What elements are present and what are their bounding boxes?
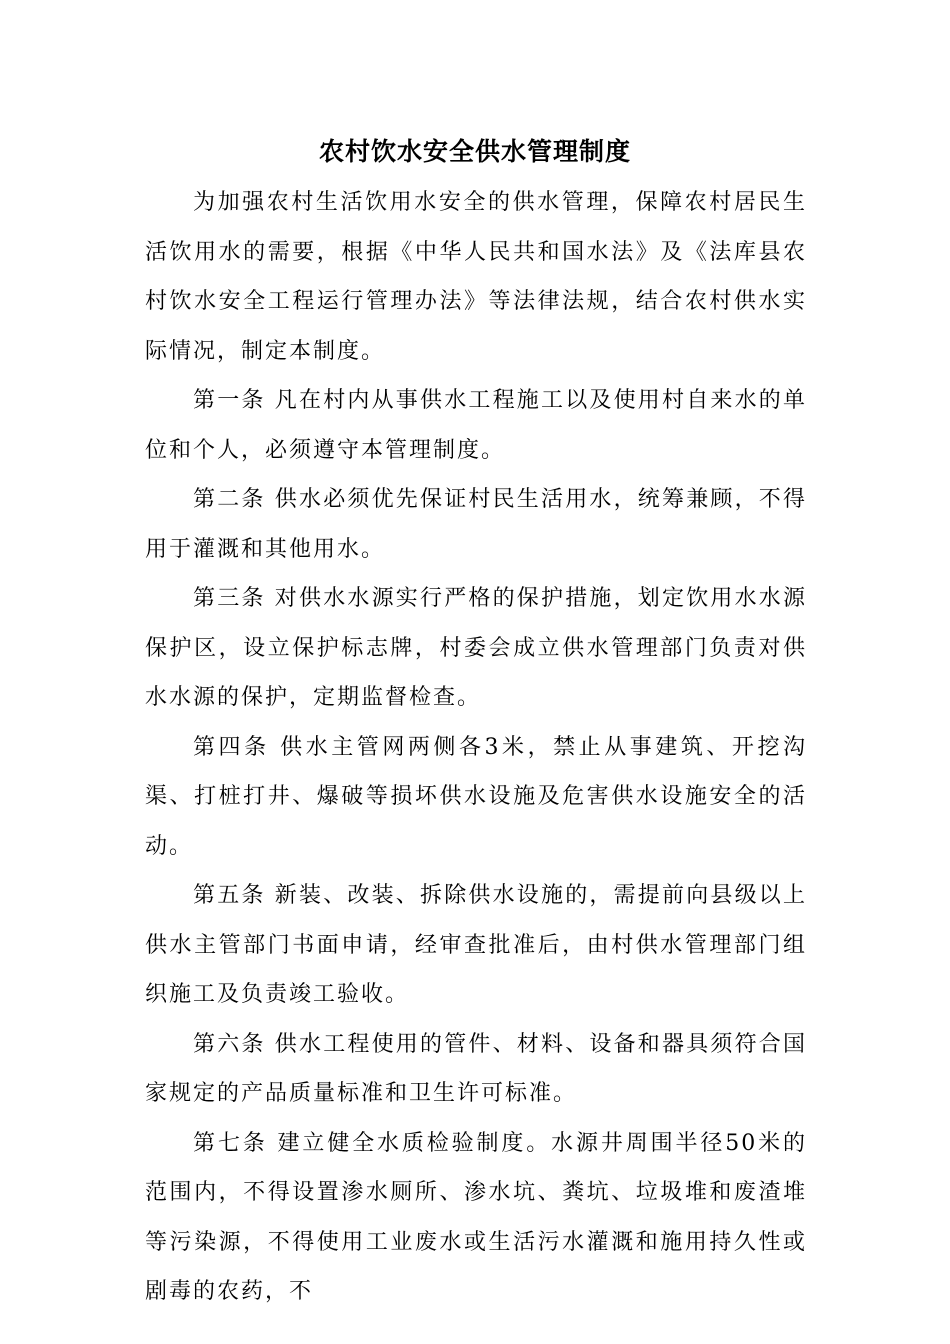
intro-paragraph: 为加强农村生活饮用水安全的供水管理，保障农村居民生活饮用水的需要，根据《中华人民共和国水法》及《法库县农村饮水安全工程运行管理办法》等法律法规，结合农村供水实际情况，制定本制度。 bbox=[145, 190, 807, 364]
article-1-paragraph: 第一条 凡在村内从事供水工程施工以及使用村自来水的单位和个人，必须遵守本管理制度。 bbox=[145, 388, 807, 463]
document-title: 农村饮水安全供水管理制度 bbox=[318, 137, 631, 166]
article-5-paragraph: 第五条 新装、改装、拆除供水设施的，需提前向县级以上供水主管部门书面申请，经审查批准后，由村供水管理部门组织施工及负责竣工验收。 bbox=[145, 883, 807, 1007]
document-body bbox=[145, 178, 807, 1317]
article-2-paragraph: 第二条 供水必须优先保证村民生活用水，统筹兼顾，不得用于灌溉和其他用水。 bbox=[145, 487, 807, 562]
article-6-paragraph: 第六条 供水工程使用的管件、材料、设备和器具须符合国家规定的产品质量标准和卫生许可标准。 bbox=[145, 1031, 807, 1106]
article-4-paragraph: 第四条 供水主管网两侧各3米，禁止从事建筑、开挖沟渠、打桩打井、爆破等损坏供水设施及危害供水设施安全的活动。 bbox=[145, 734, 807, 859]
article-7-paragraph: 第七条 建立健全水质检验制度。水源井周围半径50米的范围内，不得设置渗水厕所、渗水坑、粪坑、垃圾堆和废渣堆等污染源，不得使用工业废水或生活污水灌溉和施用持久性或剧毒的农药，不 bbox=[145, 1130, 807, 1304]
article-3-paragraph: 第三条 对供水水源实行严格的保护措施，划定饮用水水源保护区，设立保护标志牌，村委会成立供水管理部门负责对供水水源的保护，定期监督检查。 bbox=[145, 586, 807, 710]
